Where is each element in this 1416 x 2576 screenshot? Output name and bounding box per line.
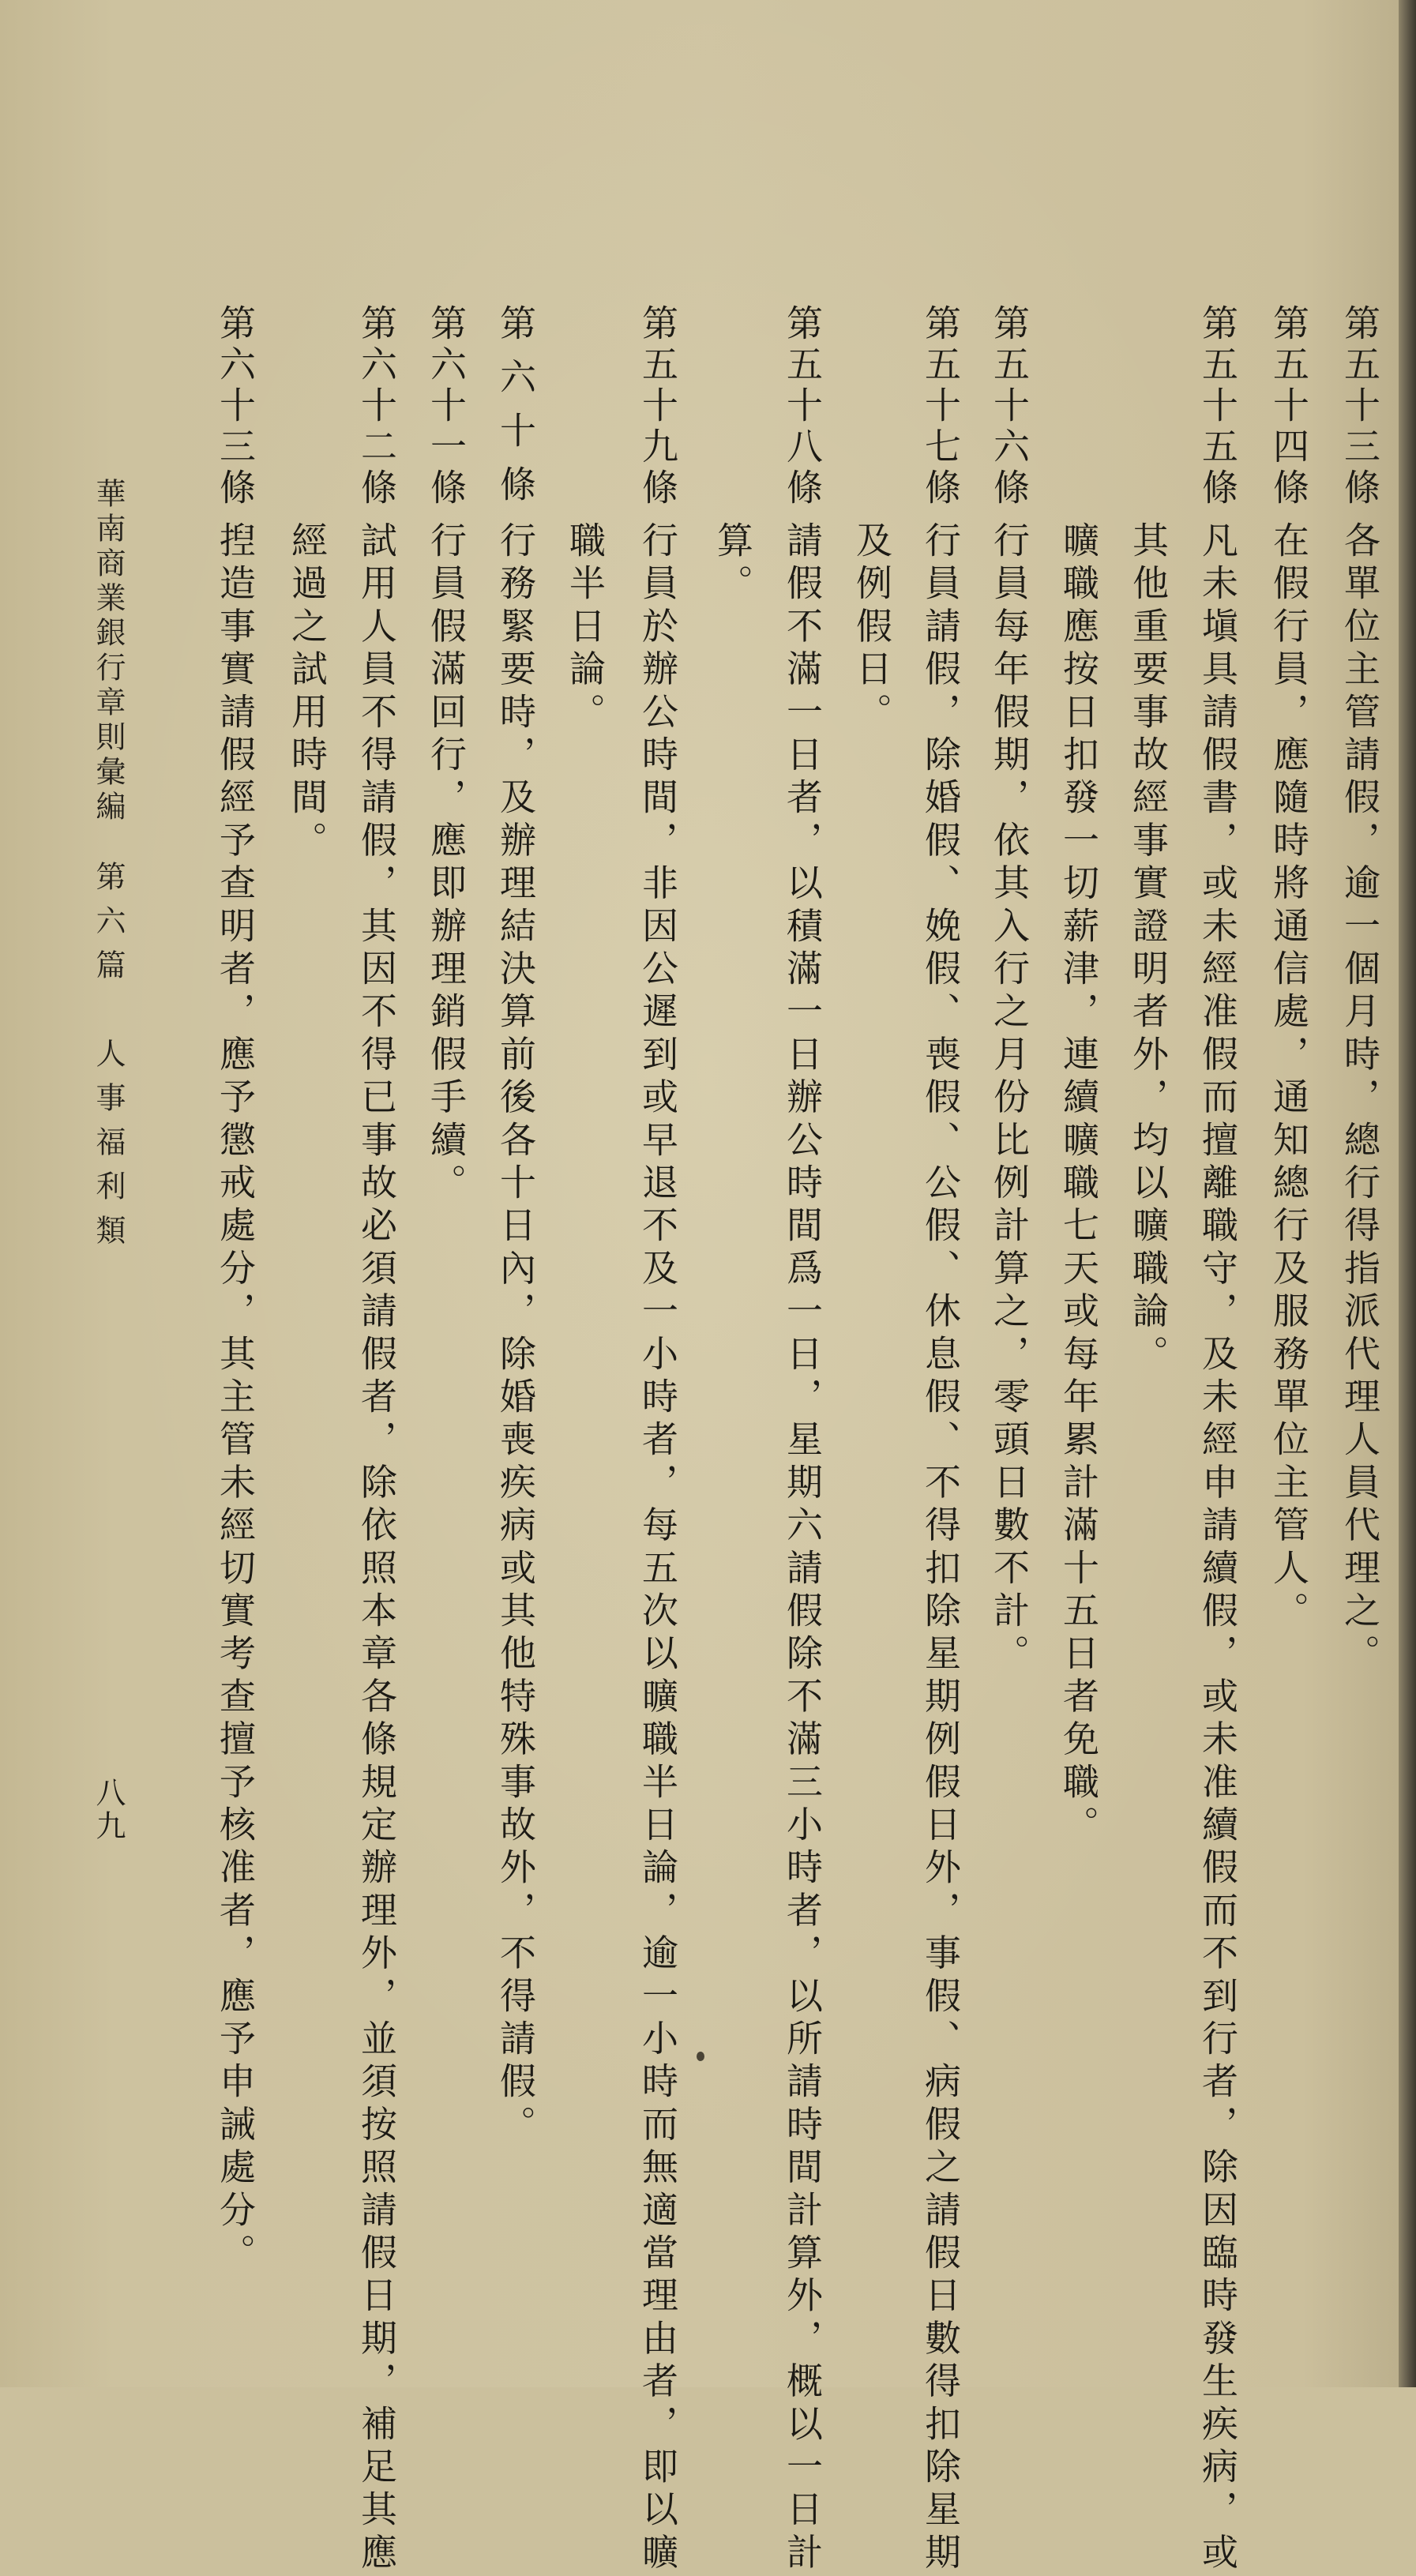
article-60-label: 第六十條 (494, 304, 537, 519)
article-57-label: 第五十七條 (919, 304, 962, 509)
article-59-text-1: 行員於辦公時間，非因公遲到或早退不及一小時者，每五次以曠職半日論，逾一小時而無適當理由者，即以曠 (637, 521, 679, 2576)
article-56-label: 第五十六條 (988, 304, 1031, 509)
article-62-label: 第六十二條 (355, 304, 398, 509)
article-55-text-3: 曠職應按日扣發一切薪津，連續曠職七天或每年累計滿十五日者免職。 (1057, 521, 1100, 1849)
article-61-label: 第六十一條 (425, 304, 468, 509)
article-54-text: 在假行員，應隨時將通信處，通知總行及服務單位主管人。 (1268, 521, 1310, 1635)
footer-book-title: 華南商業銀行章則彙編 (91, 478, 126, 825)
article-55-text-2: 其他重要事故經事實證明者外，均以曠職論。 (1127, 521, 1170, 1377)
article-57-text-2: 及例假日。 (851, 521, 893, 735)
article-53-text: 各單位主管請假，逾一個月時，總行得指派代理人員代理之。 (1339, 521, 1381, 1677)
article-54-label: 第五十四條 (1268, 304, 1310, 509)
page-binding-edge (1399, 0, 1416, 2387)
page-number: 八九 (91, 1777, 126, 1843)
article-61-text: 行員假滿回行，應即辦理銷假手續。 (425, 521, 468, 1207)
footer-chapter: 第六篇 人事福利類 (91, 861, 126, 1259)
article-58-text-1: 請假不滿一日者，以積滿一日辦公時間爲一日，星期六請假除不滿三小時者，以所請時間計算外，概以一日計 (781, 521, 824, 2576)
article-59-text-2: 職半日論。 (564, 521, 607, 735)
article-58-text-2: 算。 (712, 521, 754, 607)
article-55-text-1: 凡未塡具請假書，或未經准假而擅離職守，及未經申請續假，或未准續假而不到行者，除因臨時發生疾病，或 (1196, 521, 1239, 2576)
article-63-label: 第六十三條 (214, 304, 257, 509)
article-57-text-1: 行員請假，除婚假、娩假、喪假、公假、休息假、不得扣除星期例假日外，事假、病假之請假日數得扣除星期 (919, 521, 962, 2576)
article-53-label: 第五十三條 (1339, 304, 1381, 509)
ink-speck (697, 2052, 704, 2061)
article-60-text: 行務緊要時，及辦理結決算前後各十日內，除婚喪疾病或其他特殊事故外，不得請假。 (494, 521, 537, 2148)
article-62-text-1: 試用人員不得請假，其因不得已事故必須請假者，除依照本章各條規定辦理外，並須按照請假日期，補足其應 (355, 521, 398, 2576)
article-63-text: 揑造事實請假經予查明者，應予懲戒處分，其主管未經切實考查擅予核准者，應予申誡處分。 (214, 521, 257, 2277)
article-58-label: 第五十八條 (781, 304, 824, 509)
article-56-text: 行員每年假期，依其入行之月份比例計算之，零頭日數不計。 (988, 521, 1031, 1677)
article-62-text-2: 經過之試用時間。 (286, 521, 329, 864)
article-55-label: 第五十五條 (1196, 304, 1239, 509)
article-59-label: 第五十九條 (637, 304, 679, 509)
